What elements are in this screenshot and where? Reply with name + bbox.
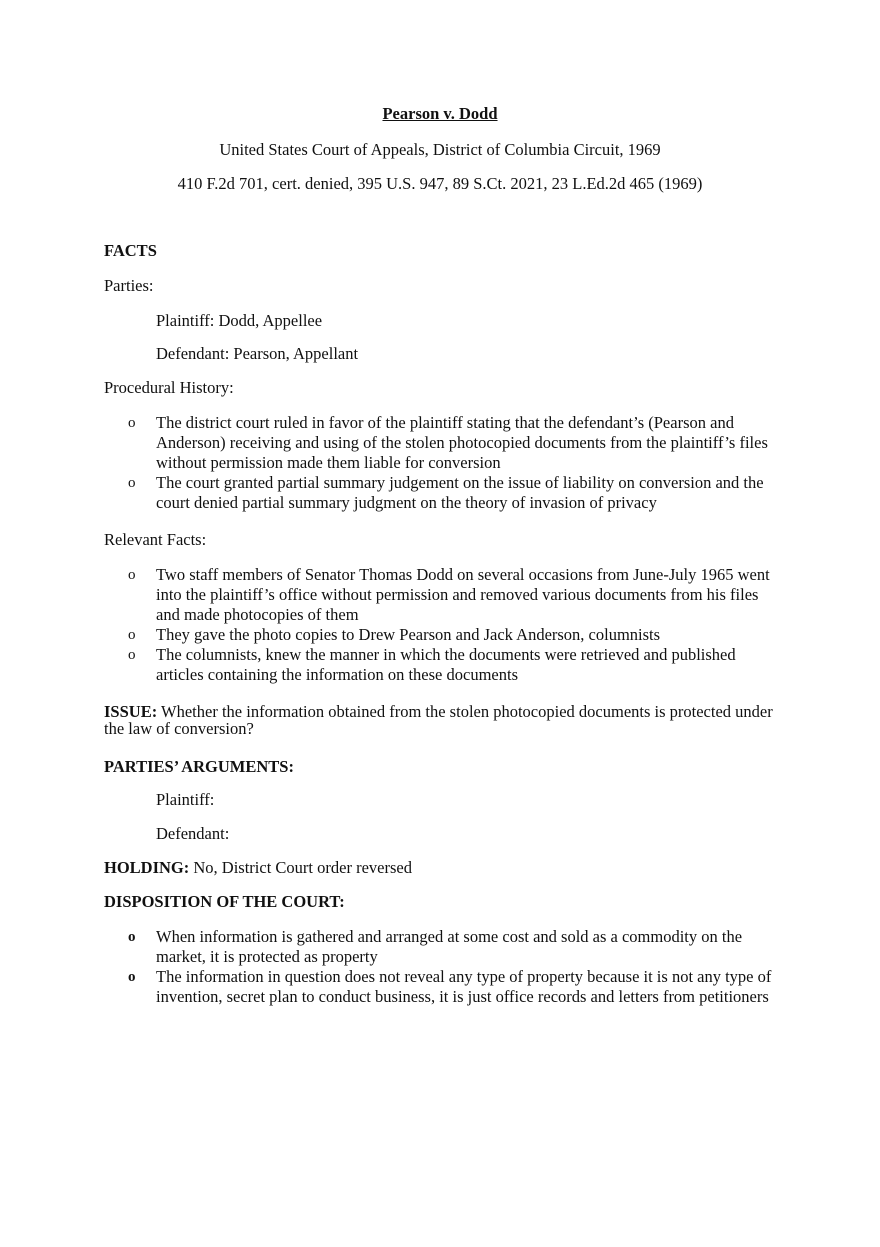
list-item (104, 473, 784, 513)
issue-label: ISSUE: (104, 702, 158, 721)
bullet-icon: o (128, 929, 136, 945)
arguments-heading: PARTIES’ ARGUMENTS: (104, 757, 294, 776)
list-item-text: The information in question does not reveal any type of property because it is not any type of invention, secret plan to conduct business, it is just office records and letters from petitioners (156, 967, 772, 1006)
list-item (104, 645, 784, 685)
list-item (104, 625, 784, 645)
bullet-icon: o (128, 567, 136, 583)
bullet-icon: o (128, 647, 136, 663)
holding-statement (104, 858, 784, 878)
list-item (104, 565, 784, 625)
procedural-history-label: Procedural History: (104, 378, 234, 397)
list-item-text: Two staff members of Senator Thomas Dodd on several occasions from June-July 1965 went into the plaintiff’s office without permission and removed various documents from his files and made photocopies of them (156, 565, 770, 624)
bullet-icon: o (128, 969, 136, 985)
relevant-facts-list (104, 565, 784, 685)
facts-heading: FACTS (104, 241, 157, 260)
list-item-text: They gave the photo copies to Drew Pearson and Jack Anderson, columnists (156, 625, 661, 644)
holding-label: HOLDING: (104, 858, 190, 877)
disposition-heading: DISPOSITION OF THE COURT: (104, 892, 345, 911)
list-item (104, 927, 784, 967)
plaintiff-argument: Plaintiff: (156, 790, 215, 809)
holding-text: No, District Court order reversed (189, 858, 412, 877)
list-item (104, 967, 784, 1007)
bullet-icon: o (128, 627, 136, 643)
disposition-list (104, 927, 784, 1007)
procedural-history-list (104, 413, 784, 513)
list-item-text: The district court ruled in favor of the plaintiff stating that the defendant’s (Pearson and Anderson) receiving and using of the stolen photocopied documents from the plaintiff’s files without permission made them liable for conversion (156, 413, 768, 472)
defendant-party: Defendant: Pearson, Appellant (156, 344, 359, 363)
relevant-facts-label: Relevant Facts: (104, 530, 207, 549)
list-item-text: When information is gathered and arranged at some cost and sold as a commodity on the market, it is protected as property (156, 927, 743, 966)
case-citation: 410 F.2d 701, cert. denied, 395 U.S. 947, 89 S.Ct. 2021, 23 L.Ed.2d 465 (1969) (177, 174, 703, 193)
list-item (104, 413, 784, 473)
list-item-text: The columnists, knew the manner in which the documents were retrieved and published articles containing the information on these documents (156, 645, 736, 684)
defendant-argument: Defendant: (156, 824, 230, 843)
issue-statement (104, 703, 776, 737)
issue-text: Whether the information obtained from the stolen photocopied documents is protected under the law of conversion? (104, 702, 773, 738)
case-title: Pearson v. Dodd (382, 104, 498, 123)
plaintiff-party: Plaintiff: Dodd, Appellee (156, 311, 323, 330)
list-item-text: The court granted partial summary judgement on the issue of liability on conversion and the court denied partial summary judgment on the theory of invasion of privacy (156, 473, 764, 512)
bullet-icon: o (128, 415, 136, 431)
court-name: United States Court of Appeals, District of Columbia Circuit, 1969 (219, 140, 661, 159)
bullet-icon: o (128, 475, 136, 491)
parties-label: Parties: (104, 276, 154, 295)
